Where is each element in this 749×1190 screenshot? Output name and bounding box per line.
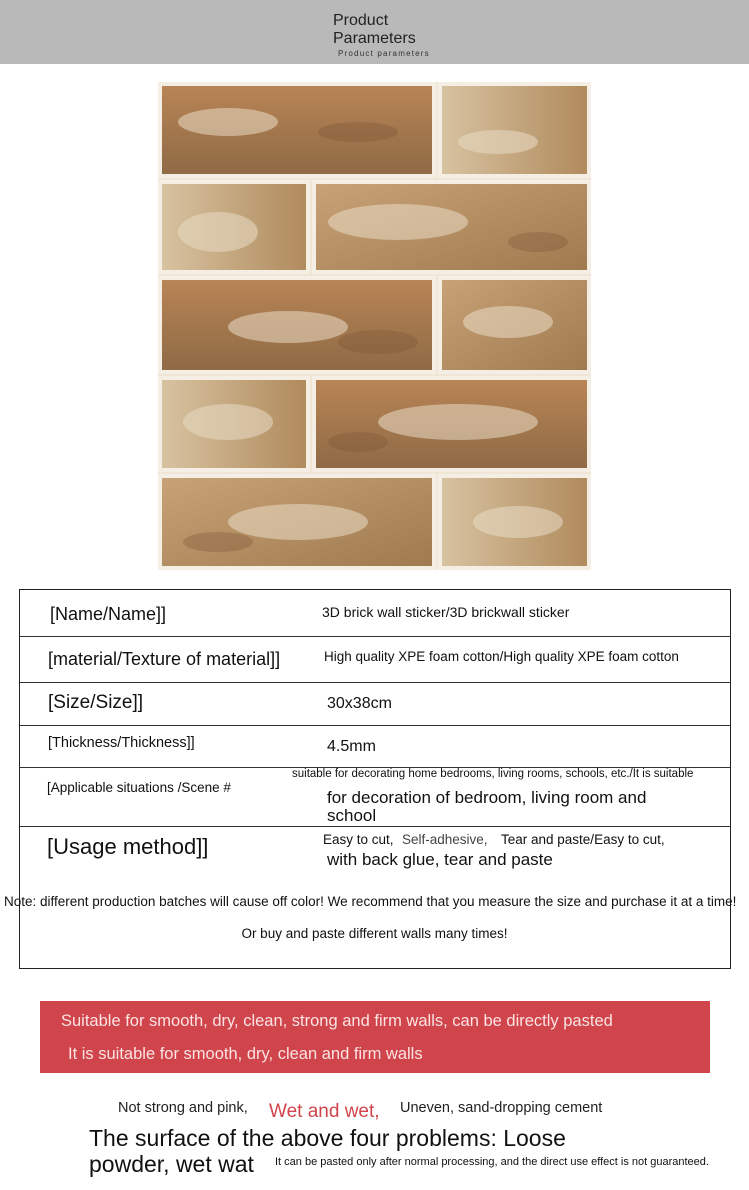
param-value-usage-part3: Tear and paste/Easy to cut, — [501, 832, 665, 847]
param-label-usage: [Usage method]] — [47, 834, 209, 859]
problems-summary: The surface of the above four problems: Loose powder, wet wat — [89, 1125, 566, 1177]
header-title-line2: Parameters — [333, 30, 416, 47]
problem-item-3: Uneven, sand-dropping cement — [400, 1100, 603, 1116]
param-value-name: 3D brick wall sticker/3D brickwall sticker — [322, 604, 570, 620]
table-row — [20, 637, 730, 683]
suitable-walls-banner — [40, 1001, 710, 1073]
banner-line2: It is suitable for smooth, dry, clean and firm walls — [68, 1045, 423, 1063]
param-label-material: [material/Texture of material]] — [48, 649, 281, 669]
param-value-scene-line2: for decoration of bedroom, living room and — [327, 788, 647, 807]
problem-item-1: Not strong and pink, — [118, 1100, 248, 1116]
param-label-scene: [Applicable situations /Scene # — [47, 780, 231, 795]
processing-disclaimer: It can be pasted only after normal processing, and the direct use effect is not guaranteed. — [275, 1155, 735, 1168]
param-value-scene-line3: school — [327, 806, 377, 825]
table-row — [20, 827, 730, 874]
table-row — [20, 768, 730, 827]
parameters-table — [19, 589, 731, 969]
param-label-size: [Size/Size]] — [48, 692, 144, 713]
header-subtitle: Product parameters — [338, 49, 430, 58]
param-value-usage-line2: with back glue, tear and paste — [327, 850, 553, 869]
note-text-2: Or buy and paste different walls many times! — [241, 926, 508, 941]
param-value-usage-part2: Self-adhesive, — [402, 832, 488, 847]
problem-item-2: Wet and wet, — [269, 1101, 380, 1122]
param-label-name: [Name/Name]] — [50, 604, 167, 624]
note-text: Note: different production batches will cause off color! We recommend that you measure the size and purchase it at a time! — [4, 894, 737, 909]
param-value-thickness: 4.5mm — [327, 738, 376, 755]
param-label-thickness: [Thickness/Thickness]] — [48, 735, 195, 751]
table-row — [20, 683, 730, 726]
banner-line1: Suitable for smooth, dry, clean, strong and firm walls, can be directly pasted — [61, 1012, 613, 1030]
header-title-line1: Product — [333, 12, 389, 29]
param-value-scene-line1: suitable for decorating home bedrooms, living rooms, schools, etc./It is suitable — [292, 768, 694, 780]
table-row — [20, 726, 730, 768]
param-value-material: High quality XPE foam cotton/High quality XPE foam cotton — [324, 649, 679, 664]
table-row — [20, 590, 730, 637]
param-value-size: 30x38cm — [327, 695, 392, 712]
section-header — [0, 0, 749, 64]
brick-wall-sticker-photo — [158, 82, 591, 570]
param-value-usage-part1: Easy to cut, — [323, 832, 394, 847]
